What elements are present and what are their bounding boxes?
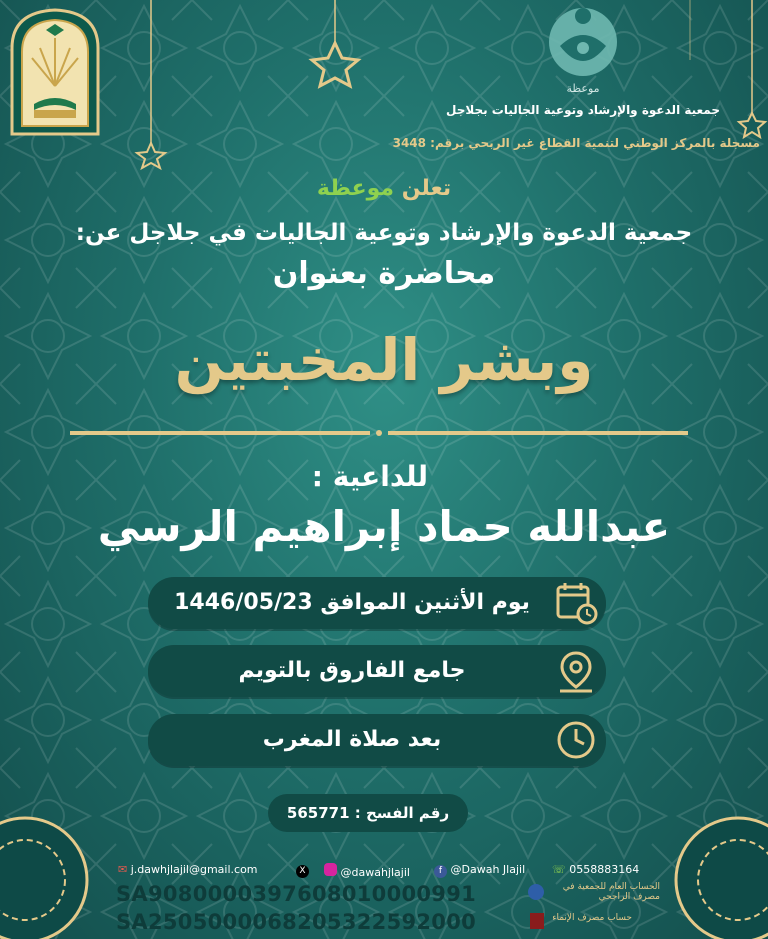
instagram-text: @dawahjlajil [340,866,410,879]
corner-ornament-left [0,790,120,939]
permit-badge [268,794,468,832]
location-text: جامع الفاروق بالتويم [238,658,466,683]
iban-alinma-label: حساب مصرف الإنماء [552,913,632,923]
date-pill [148,577,606,629]
registration-text: مسجلة بالمركز الوطني لتنمية القطاع غير الربحي برقم: 3448 [392,136,760,150]
instagram-icon [324,863,337,876]
location-pill [148,645,606,697]
date-text: يوم الأثنين الموافق 1446/05/23 [174,590,530,615]
mawitha-logo-icon [540,6,626,86]
ministry-emblem-icon [8,8,102,138]
alrajhi-bank-icon [528,884,544,900]
iban-alrajhi: SA9080000397608010000991 [116,882,477,906]
hanging-stars [0,0,768,180]
announcement-line1 [0,176,768,201]
permit-text: رقم الفسح : 565771 [286,804,450,822]
org-name: جمعية الدعوة والإرشاد وتوعية الجاليات بجلاجل [446,103,720,117]
speaker-label: للداعية : [311,460,428,493]
email-text: j.dawhjlajil@gmail.com [130,863,258,876]
lecture-title: وبشر المخبتين [174,326,594,394]
x-logo-icon: X [296,865,309,878]
time-pill [148,714,606,766]
email-icon: ✉ [118,863,128,876]
speaker-name: عبدالله حماد إبراهيم الرسي [97,502,671,551]
clock-icon [554,718,598,762]
phone-text: 0558883164 [569,863,640,876]
calendar-icon [554,581,598,625]
announcement-line3: محاضرة بعنوان [272,256,496,291]
instagram-item[interactable] [324,863,410,879]
logo-caption: موعظة [566,82,600,95]
iban-alinma: SA2505000068205322592000 [116,910,477,934]
phone-item[interactable] [552,863,639,876]
contact-row [118,862,658,880]
phone-icon: ☏ [552,863,566,876]
facebook-item[interactable] [434,863,525,878]
time-text: بعد صلاة المغرب [262,727,442,752]
corner-ornament-right [658,790,768,939]
announcement-line2: جمعية الدعوة والإرشاد وتوعية الجاليات في جلاجل عن: [75,220,693,246]
location-pin-icon [554,649,598,693]
announcement-prefix: تعلن [401,176,452,201]
facebook-text: @Dawah Jlajil [450,863,526,876]
email-item[interactable] [118,863,258,876]
alinma-bank-icon [530,913,544,929]
facebook-icon: f [434,865,447,878]
ornamental-divider [70,426,688,442]
brand-name: موعظة [316,176,395,201]
iban-alrajhi-label: الحساب العام للجمعية في مصرف الراجحي [562,882,660,902]
x-item[interactable] [296,863,309,878]
